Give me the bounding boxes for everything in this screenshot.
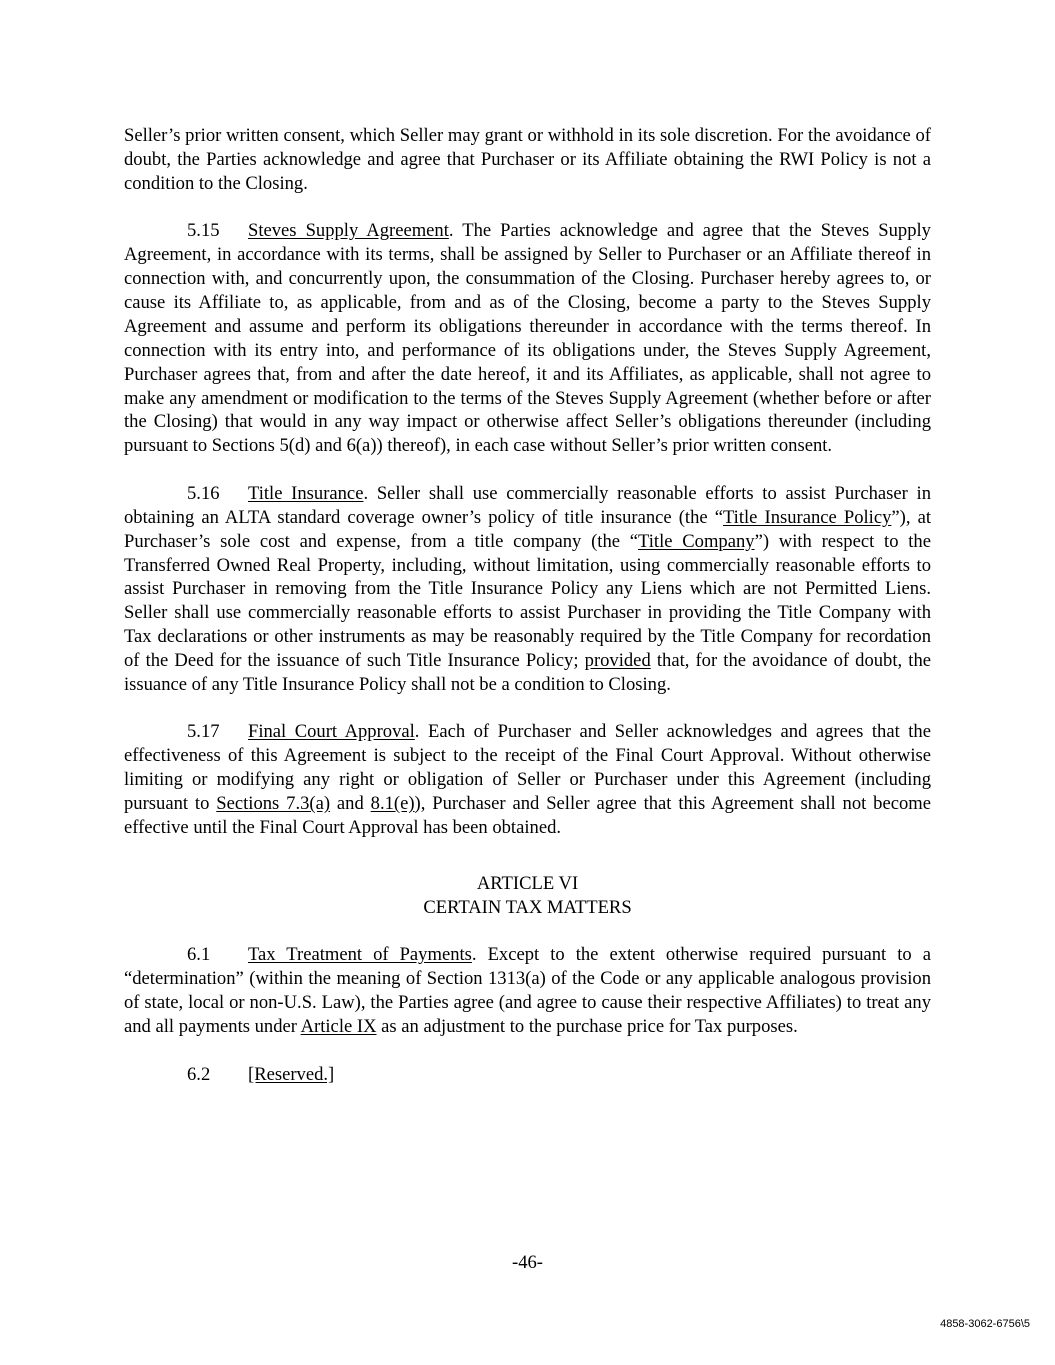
section-body-part: . Each of Purchaser and Seller acknowledges and agrees that the effectiveness of this Agreement is subject to the receipt of the Final Court Approval. Without otherwise limiting or modifying any right or obligation of Seller or Purchaser under this Agreement (including pursuant to bbox=[124, 721, 931, 815]
section-number: 5.17 bbox=[187, 721, 220, 743]
section-title: Final Court Approval bbox=[248, 721, 415, 743]
page-number: -46- bbox=[512, 1252, 543, 1273]
section-number: 6.1 bbox=[187, 944, 211, 966]
section-body-part: ), Purchaser and Seller agree that this Agreement shall not become effective until the Final Court Approval has been obtained. bbox=[124, 793, 931, 839]
article-heading bbox=[124, 872, 931, 920]
section-body-part: ”), at Purchaser’s sole cost and expense, from a title company (the “ bbox=[124, 506, 931, 552]
section-6-1 bbox=[124, 943, 931, 1039]
section-5-17 bbox=[124, 720, 931, 840]
article-number: ARTICLE VI bbox=[476, 872, 579, 894]
defined-term-title-company: Title Company bbox=[638, 530, 755, 552]
term-provided: provided bbox=[584, 650, 651, 672]
document-id: 4858-3062-6756\5 bbox=[940, 1318, 1030, 1330]
section-body-part: as an adjustment to the purchase price for Tax purposes. bbox=[376, 1016, 798, 1038]
section-6-2 bbox=[124, 1063, 931, 1087]
cross-reference-sections-7-3a: Sections 7.3(a) bbox=[216, 793, 331, 815]
defined-term-title-insurance-policy: Title Insurance Policy bbox=[722, 506, 892, 528]
section-title: Tax Treatment of Payments bbox=[248, 944, 472, 966]
intro-paragraph: Seller’s prior written consent, which Seller may grant or withhold in its sole discretion. For the avoidance of doubt, the Parties acknowledge and agree that Purchaser or its Affiliate obtaining the RWI Policy is not a condition to the Closing. bbox=[124, 125, 931, 194]
cross-reference-article-ix: Article IX bbox=[300, 1016, 377, 1038]
section-number: 6.2 bbox=[187, 1063, 211, 1085]
section-body-part: ”) with respect to the Transferred Owned Real Property, including, without limitation, using commercially reasonable efforts to assist Purchaser in removing from the Title Insurance Policy any Liens which are not Permitted Liens. Seller shall use commercially reasonable efforts to assist Purchaser in providing the Title Company with Tax declarations or other instruments as may be reasonably required by the Title Company for recordation of the Deed for the issuance of such Title Insurance Policy; bbox=[124, 530, 931, 672]
section-5-15 bbox=[124, 219, 931, 458]
section-title: Title Insurance bbox=[248, 482, 364, 504]
section-title: Steves Supply Agreement bbox=[248, 220, 449, 242]
section-5-16 bbox=[124, 482, 931, 697]
section-body-part: . Seller shall use commercially reasonable efforts to assist Purchaser in obtaining an ALTA standard coverage owner’s policy of title insurance (the “ bbox=[124, 482, 931, 528]
section-title: [Reserved.] bbox=[248, 1063, 335, 1085]
section-body-part: that, for the avoidance of doubt, the issuance of any Title Insurance Policy shall not be a condition to Closing. bbox=[124, 650, 931, 696]
section-number: 5.15 bbox=[187, 220, 220, 242]
section-body: . The Parties acknowledge and agree that the Steves Supply Agreement, in accordance with its terms, shall be assigned by Seller to Purchaser or an Affiliate thereof in connection with, and concurrently upon, the consummation of the Closing. Purchaser hereby agrees to, or cause its Affiliate to, as applicable, from and as of the Closing, become a party to the Steves Supply Agreement and assume and perform its obligations thereunder in accordance with the terms thereof. In connection with its entry into, and performance of its obligations under, the Steves Supply Agreement, Purchaser agrees that, from and after the date hereof, it and its Affiliates, as applicable, shall not agree to make any amendment or modification to the terms of the Steves Supply Agreement (whether before or after the Closing) that would in any way impact or otherwise affect Seller’s obligations thereunder (including pursuant to Sections 5(d) and 6(a)) thereof), in each case without Seller’s prior written consent. bbox=[124, 220, 931, 457]
section-number: 5.16 bbox=[187, 482, 220, 504]
cross-reference-8-1e: 8.1(e) bbox=[370, 793, 415, 815]
section-body-part: . Except to the extent otherwise required pursuant to a “determination” (within the meaning of Section 1313(a) of the Code or any applicable analogous provision of state, local or non-U.S. Law), the Parties agree (and agree to cause their respective Affiliates) to treat any and all payments under bbox=[124, 944, 931, 1038]
article-title: CERTAIN TAX MATTERS bbox=[423, 896, 632, 918]
section-body-part: and bbox=[330, 793, 371, 815]
document-page bbox=[124, 124, 931, 1110]
